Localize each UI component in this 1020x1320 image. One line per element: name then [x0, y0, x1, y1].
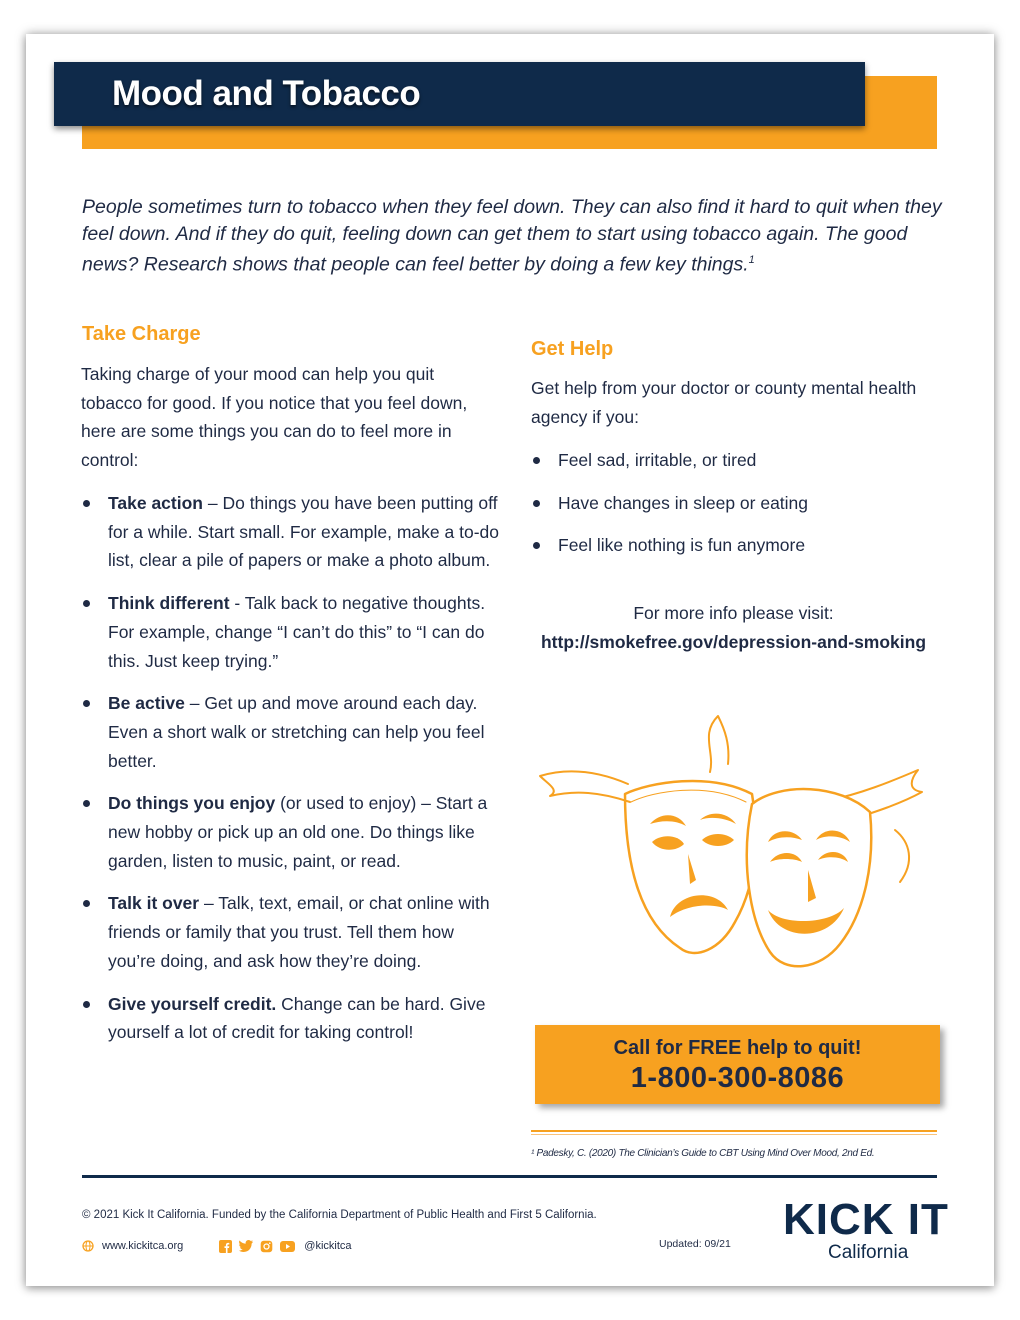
footer-divider	[82, 1175, 937, 1178]
intro-paragraph: People sometimes turn to tobacco when they feel down. They can also find it hard to quit when they feel down. And if they do quit, feeling down can get them to start using tobacco again. The good news? Research shows that people can feel better by doing a few key things.$^1$	[82, 196, 942, 276]
website-link[interactable]: www.kickitca.org	[102, 1240, 184, 1252]
footnote-citation: ¹ Padesky, C. (2020) The Clinician’s Guide to CBT Using Mind Over Mood, 2nd Ed.	[531, 1148, 875, 1159]
get-help-heading: Get Help	[531, 338, 614, 360]
call-to-action-box[interactable]	[535, 1025, 940, 1104]
more-info-link[interactable]: http://smokefree.gov/depression-and-smoking	[540, 632, 927, 652]
sad-mask-brow	[650, 815, 686, 826]
list-item: Think different - Talk back to negative thoughts. For example, change “I can’t do this” to “I can do this. Just keep trying.”	[81, 589, 501, 675]
list-item: Feel sad, irritable, or tired	[531, 446, 951, 475]
take-charge-list	[81, 489, 501, 1061]
social-handle[interactable]: @kickitca	[304, 1240, 352, 1252]
cta-phone-number[interactable]: 1-800-300-8086	[630, 1062, 845, 1094]
kick-it-california-logo	[783, 1195, 949, 1270]
sad-mask-nose	[688, 854, 696, 884]
list-item: Have changes in sleep or eating	[531, 489, 951, 518]
copyright-text: © 2021 Kick It California. Funded by the California Department of Public Health and First 5 California.	[82, 1209, 597, 1221]
footnote-divider-thin	[531, 1134, 937, 1135]
logo-wordmark: KICK IT	[783, 1195, 949, 1244]
list-item: Talk it over – Talk, text, email, or chat online with friends or family that you trust. Tell them how you’re doing, and ask how they’re doing.	[81, 889, 501, 975]
updated-date: Updated: 09/21	[659, 1238, 731, 1250]
list-item: Do things you enjoy (or used to enjoy) – Start a new hobby or pick up an old one. Do things like garden, listen to music, paint, or read.	[81, 789, 501, 875]
get-help-list	[531, 446, 951, 574]
take-charge-heading: Take Charge	[82, 323, 201, 345]
youtube-icon[interactable]	[280, 1241, 295, 1252]
list-item: Feel like nothing is fun anymore	[531, 531, 951, 560]
ribbon-top	[709, 716, 729, 772]
more-info-label: For more info please visit:	[633, 603, 834, 623]
social-icons	[219, 1240, 351, 1253]
instagram-icon[interactable]	[260, 1240, 273, 1253]
sad-mask-brow	[700, 814, 736, 824]
footnote-divider	[531, 1130, 937, 1132]
theater-masks-illustration	[530, 712, 950, 982]
ribbon-right-tail	[895, 830, 909, 882]
take-charge-intro: Taking charge of your mood can help you quit tobacco for good. If you notice that you feel down, here are some things you can do to feel more in control:	[81, 364, 468, 471]
more-info-block	[531, 599, 936, 657]
sad-mask-eye	[702, 834, 734, 846]
logo-subtitle: California	[828, 1242, 909, 1263]
list-item: Take action – Do things you have been putting off for a while. Start small. For example, make a to-do list, clear a pile of papers or make a photo album.	[81, 489, 501, 575]
sad-mask-brow-line	[631, 790, 746, 802]
sad-mask-eye	[652, 836, 684, 850]
get-help-intro: Get help from your doctor or county mental health agency if you:	[531, 378, 917, 427]
page-title: Mood and Tobacco	[112, 74, 421, 113]
ribbon-left	[540, 771, 630, 802]
footer-links-row	[82, 1237, 352, 1255]
twitter-icon[interactable]	[239, 1240, 253, 1252]
list-item: Give yourself credit. Change can be hard. Give yourself a lot of credit for taking control!	[81, 990, 501, 1047]
footnote-marker: 1	[748, 254, 755, 266]
facebook-icon[interactable]	[219, 1240, 232, 1253]
list-item: Be active – Get up and move around each day. Even a short walk or stretching can help you feel better.	[81, 689, 501, 775]
cta-headline: Call for FREE help to quit!	[613, 1037, 862, 1059]
sad-mask-mouth	[670, 895, 728, 917]
globe-icon	[82, 1240, 94, 1252]
